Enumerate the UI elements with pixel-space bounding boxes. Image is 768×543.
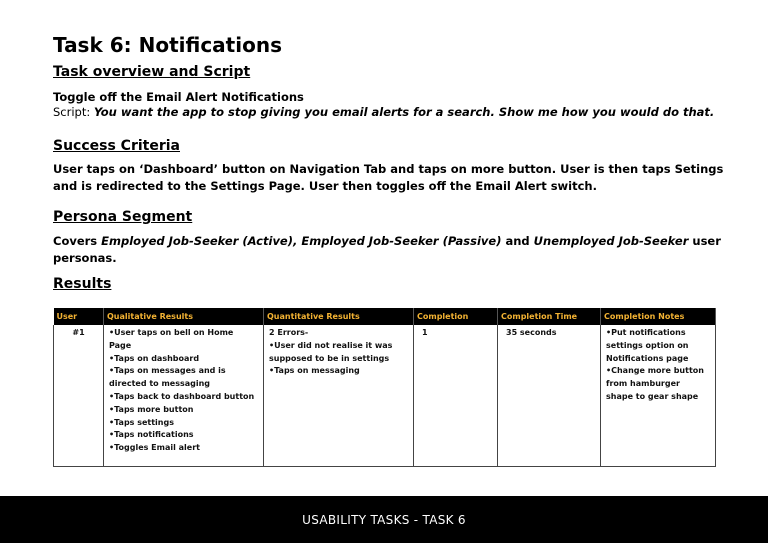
qualitative-line: directed to messaging [109, 379, 211, 389]
quantitative-line: 2 Errors- [269, 328, 309, 337]
cell-quantitative [264, 325, 414, 467]
persona-employed: Employed Job-Seeker (Active), Employed Job-Seeker (Passive) [101, 234, 502, 248]
notes-line: Notifications page [606, 353, 689, 363]
cell-qualitative [104, 325, 264, 467]
footer-text: USABILITY TASKS - TASK 6 [302, 512, 466, 527]
cell-user: #1 [54, 325, 104, 467]
persona-middle: and [501, 234, 534, 248]
notes-line: •Change more button [606, 366, 704, 376]
persona-segment-text [53, 233, 733, 267]
qualitative-line: •Taps on dashboard [109, 353, 200, 363]
column-header-completion-time: Completion Time [498, 308, 601, 325]
column-header-quantitative: Quantitative Results [264, 308, 414, 325]
results-header-row [54, 308, 716, 325]
quantitative-line: •Taps on messaging [269, 366, 360, 376]
results-heading: Results [53, 276, 112, 292]
column-header-qualitative: Qualitative Results [104, 308, 264, 325]
results-table [53, 308, 716, 467]
column-header-completion: Completion [414, 308, 498, 325]
notes-line: •Put notifications [606, 328, 686, 337]
cell-completion-time: 35 seconds [498, 325, 601, 467]
qualitative-line: •Toggles Email alert [109, 443, 200, 453]
persona-unemployed: Unemployed Job-Seeker [533, 234, 689, 248]
column-header-completion-notes: Completion Notes [601, 308, 716, 325]
quantitative-line: •User did not realise it was [269, 340, 393, 350]
table-row [54, 325, 716, 467]
qualitative-line: •Taps more button [109, 404, 194, 414]
notes-line: from hamburger [606, 379, 680, 389]
persona-segment-heading: Persona Segment [53, 209, 193, 225]
qualitative-line: •Taps on messages and is [109, 366, 226, 376]
persona-prefix: Covers [53, 234, 102, 248]
persona-suffix: user personas. [53, 234, 721, 265]
cell-completion-notes [601, 325, 716, 467]
quantitative-line: supposed to be in settings [269, 353, 390, 363]
script-label: Script: [53, 105, 91, 119]
qualitative-line: •Taps notifications [109, 430, 194, 440]
script-text: You want the app to stop giving you email alerts for a search. Show me how you would do that. [93, 105, 715, 119]
footer-bar [0, 496, 768, 543]
success-criteria-heading: Success Criteria [53, 138, 180, 154]
task-script [53, 105, 743, 119]
notes-line: settings option on [606, 340, 689, 350]
notes-line: shape to gear shape [606, 391, 699, 401]
qualitative-line: •Taps back to dashboard button [109, 391, 255, 401]
qualitative-line: •User taps on bell on Home Page [109, 328, 234, 350]
task-overview-heading: Task overview and Script [53, 64, 251, 80]
column-header-user: User [54, 308, 104, 325]
success-criteria-text: User taps on ‘Dashboard’ button on Navigation Tab and taps on more button. User is then taps Setings and is redirected to the Settings Page. User then toggles off the Email Alert switch. [53, 162, 724, 193]
page-title: Task 6: Notifications [53, 33, 282, 57]
cell-completion: 1 [414, 325, 498, 467]
task-subheading: Toggle off the Email Alert Notifications [53, 90, 304, 104]
qualitative-line: •Taps settings [109, 417, 174, 427]
